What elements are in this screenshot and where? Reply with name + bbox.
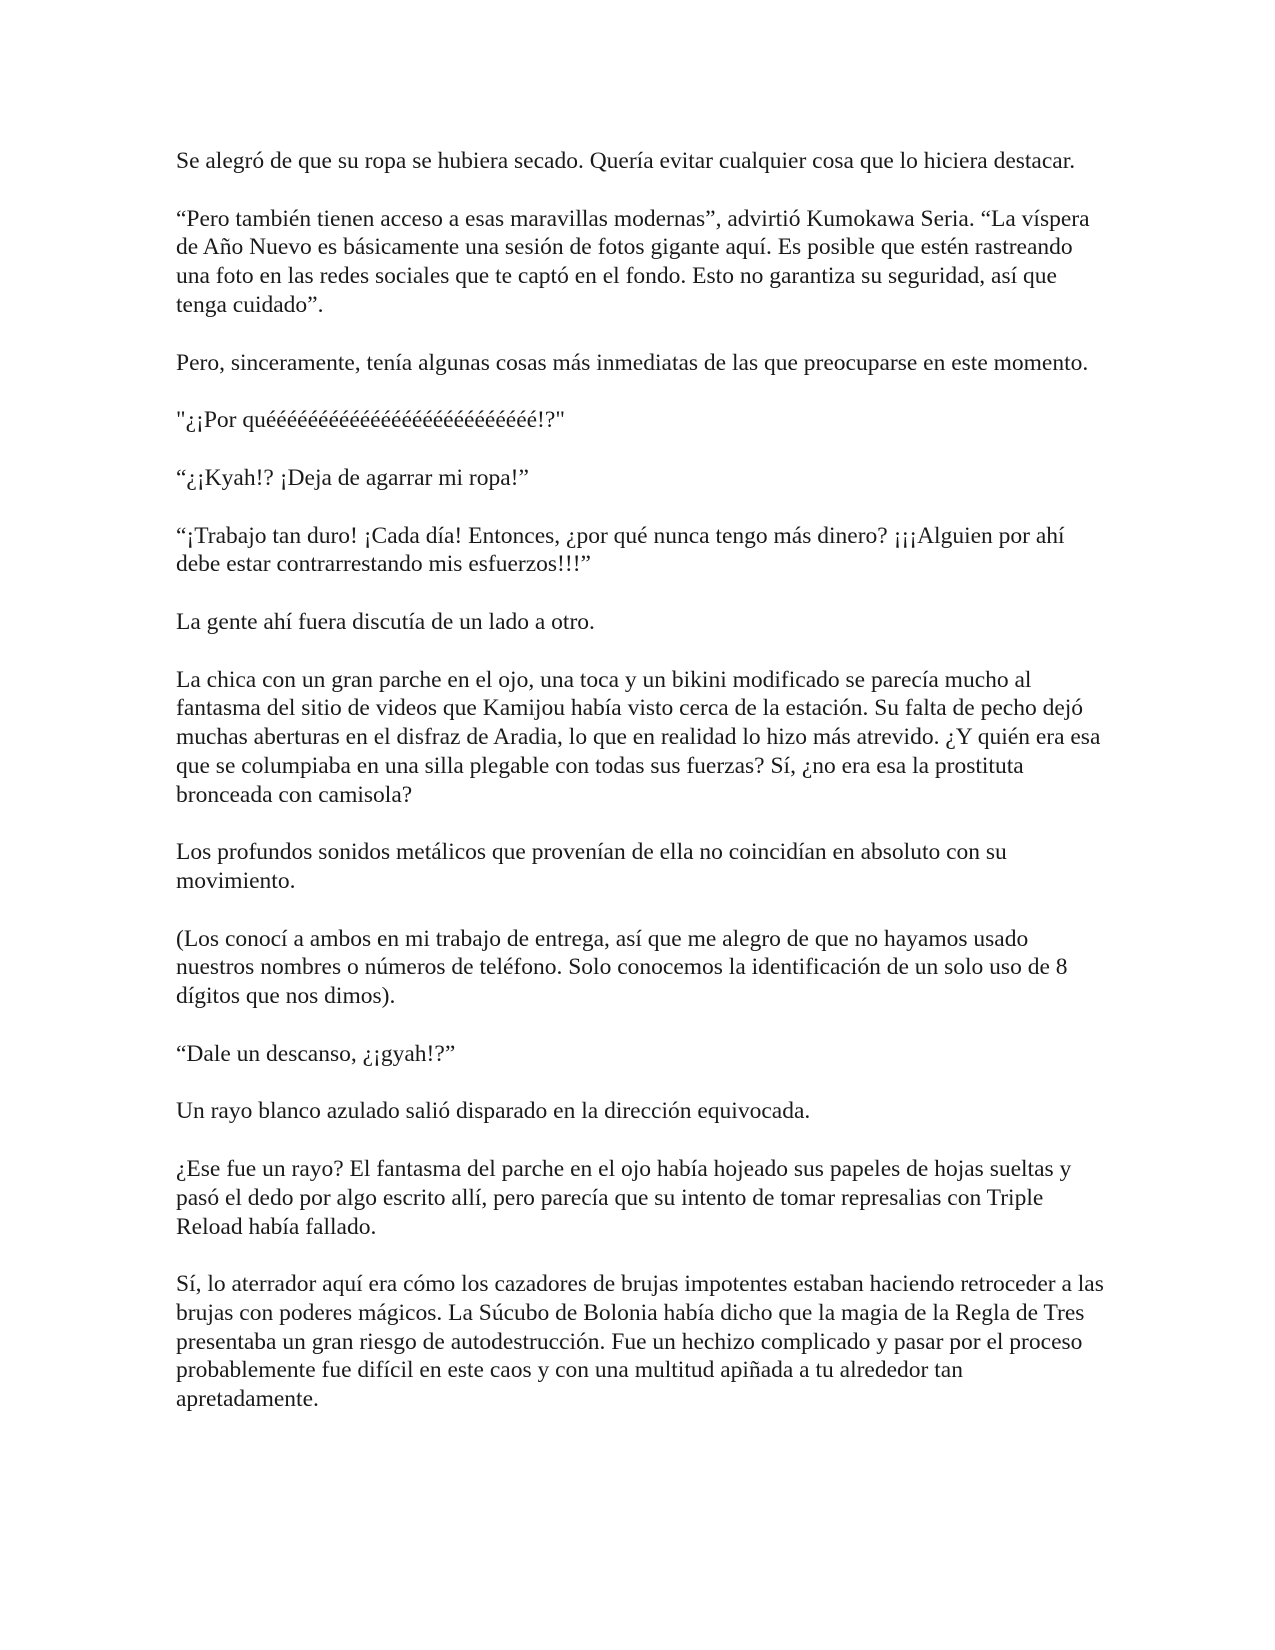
paragraph: “¡Trabajo tan duro! ¡Cada día! Entonces, ¿por qué nunca tengo más dinero? ¡¡¡Alguien por ahí debe estar contrarrestando mis esfuerzos!!!” [176,522,1065,578]
paragraph: Se alegró de que su ropa se hubiera secado. Quería evitar cualquier cosa que lo hiciera destacar. [176,148,1076,174]
paragraph: “Dale un descanso, ¿¡gyah!?” [176,1040,456,1067]
paragraph: Los profundos sonidos metálicos que provenían de ella no coincidían en absoluto con su movimiento. [176,839,1007,894]
paragraph: “¿¡Kyah!? ¡Deja de agarrar mi ropa!” [176,464,529,491]
paragraph: (Los conocí a ambos en mi trabajo de entrega, así que me alegro de que no hayamos usado nuestros nombres o números de teléfono. Solo conocemos la identificación de un solo uso de 8 dígitos que nos dimos). [176,925,1068,1010]
paragraph: "¿¡Por quéééééééééééééééééééééééééé!?" [176,407,565,434]
paragraph: ¿Ese fue un rayo? El fantasma del parche en el ojo había hojeado sus papeles de hojas sueltas y pasó el dedo por algo escrito allí, pero parecía que su intento de tomar represalias con Triple Reload había fallado. [176,1156,1072,1240]
paragraph: Sí, lo aterrador aquí era cómo los cazadores de brujas impotentes estaban haciendo retroceder a las brujas con poderes mágicos. La Súcubo de Bolonia había dicho que la magia de la Regla de Tres presentaba un gran riesgo de autodestrucción. Fue un hechizo complicado y pasar por el proceso probablemente fue difícil en este caos y con una multitud apiñada a tu alrededor tan apretadamente. [176,1271,1104,1413]
paragraph: Pero, sinceramente, tenía algunas cosas más inmediatas de las que preocuparse en este momento. [176,349,1089,376]
paragraph: La gente ahí fuera discutía de un lado a otro. [176,609,595,636]
body-text [176,147,1106,1443]
paragraph: “Pero también tienen acceso a esas maravillas modernas”, advirtió Kumokawa Seria. “La víspera de Año Nuevo es básicamente una sesión de fotos gigante aquí. Es posible que estén rastreando una foto en las redes sociales que te captó en el fondo. Esto no garantiza su seguridad, así que tenga cuidado”. [176,205,1090,318]
paragraph: La chica con un gran parche en el ojo, una toca y un bikini modificado se parecía mucho al fantasma del sitio de videos que Kamijou había visto cerca de la estación. Su falta de pecho dejó muchas aberturas en el disfraz de Aradia, lo que en realidad lo hizo más atrevido. ¿Y quién era esa que se columpiaba en una silla plegable con todas sus fuerzas? Sí, ¿no era esa la prostituta bronceada con camisola? [176,666,1101,808]
paragraph: Un rayo blanco azulado salió disparado en la dirección equivocada. [176,1098,811,1125]
